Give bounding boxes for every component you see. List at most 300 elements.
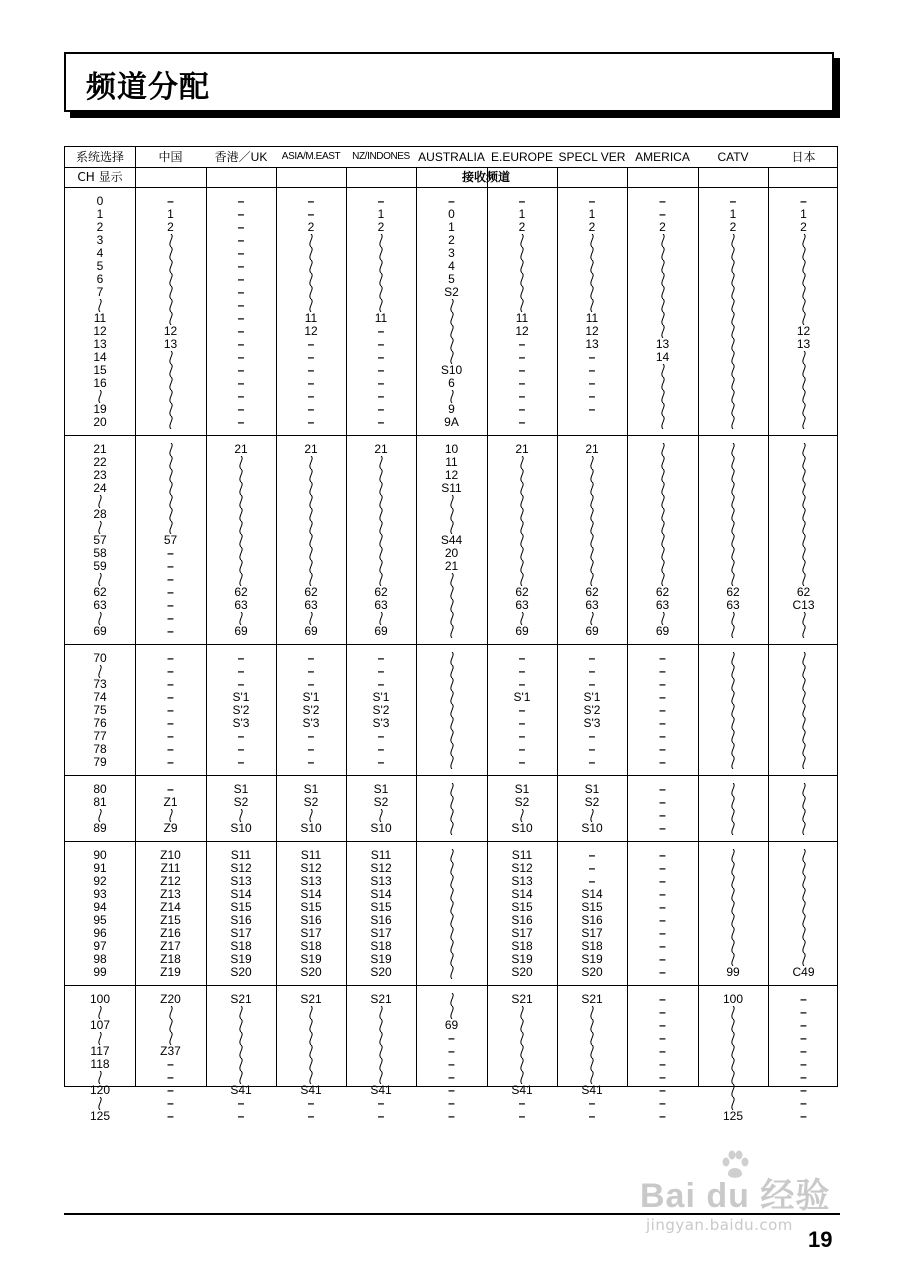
table-cell: 2 — [729, 220, 737, 234]
table-cell: 89 — [93, 821, 107, 835]
table-cell: – — [588, 755, 596, 769]
table-cell: – — [377, 729, 385, 743]
table-cell: – — [659, 952, 666, 966]
table-cell: S17 — [230, 926, 252, 940]
table-cell: – — [448, 1070, 455, 1084]
table-cell: – — [377, 651, 385, 665]
table-cell: 90 — [93, 848, 107, 862]
table-cell: S'2 — [302, 703, 320, 717]
table-cell: – — [448, 1044, 455, 1058]
table-cell: – — [659, 755, 666, 769]
column-divider — [416, 167, 417, 1086]
continuation-mark — [376, 234, 386, 247]
table-cell: – — [237, 729, 245, 743]
table-cell: 78 — [93, 742, 107, 756]
continuation-mark — [236, 560, 246, 573]
table-cell: Z14 — [160, 900, 181, 914]
table-cell: S44 — [440, 533, 463, 547]
continuation-mark — [658, 273, 668, 286]
continuation-mark — [799, 717, 809, 730]
table-cell: 58 — [93, 546, 107, 560]
continuation-mark — [728, 416, 738, 429]
table-cell: S18 — [230, 939, 252, 953]
continuation-mark — [799, 351, 809, 364]
continuation-mark — [799, 665, 809, 678]
table-cell: – — [307, 207, 315, 221]
continuation-mark — [447, 966, 457, 979]
continuation-mark — [799, 783, 809, 796]
continuation-mark — [306, 1045, 316, 1058]
table-cell: – — [659, 821, 666, 835]
table-cell: – — [237, 233, 245, 247]
table-cell: S'1 — [232, 690, 250, 704]
table-cell: – — [518, 651, 526, 665]
table-cell: S16 — [511, 913, 533, 927]
table-cell: S15 — [370, 900, 392, 914]
table-cell: S18 — [581, 939, 603, 953]
table-cell: 9 — [448, 402, 455, 416]
table-cell: – — [659, 194, 666, 208]
table-cell: S17 — [370, 926, 392, 940]
continuation-mark — [236, 1058, 246, 1071]
column-header: 香港／UK — [214, 150, 268, 164]
table-cell: – — [237, 259, 245, 273]
table-cell: S20 — [511, 965, 533, 979]
table-cell: S11 — [370, 848, 392, 862]
table-cell: Z13 — [160, 887, 181, 901]
continuation-mark — [658, 364, 668, 377]
table-cell: – — [167, 742, 174, 756]
table-cell: 1 — [588, 207, 596, 221]
table-cell: 6 — [96, 272, 104, 286]
continuation-mark — [658, 469, 668, 482]
continuation-mark — [376, 560, 386, 573]
table-cell: – — [659, 1031, 666, 1045]
table-cell: – — [167, 585, 174, 599]
continuation-mark — [517, 495, 527, 508]
table-cell: 7 — [96, 285, 104, 299]
continuation-mark — [728, 312, 738, 325]
table-cell: – — [518, 716, 526, 730]
continuation-mark — [799, 364, 809, 377]
table-cell: – — [307, 389, 315, 403]
continuation-mark — [728, 469, 738, 482]
table-cell: 62 — [304, 585, 318, 599]
table-cell: – — [659, 874, 666, 888]
continuation-mark — [799, 416, 809, 429]
continuation-mark — [306, 1058, 316, 1071]
table-cell: 5 — [448, 272, 455, 286]
table-cell: – — [237, 350, 245, 364]
table-cell: 79 — [93, 755, 107, 769]
table-cell: – — [167, 716, 174, 730]
watermark-brand: Bai du 经验 — [640, 1177, 831, 1215]
continuation-mark — [166, 482, 176, 495]
continuation-mark — [447, 849, 457, 862]
continuation-mark — [447, 678, 457, 691]
continuation-mark — [166, 390, 176, 403]
continuation-mark — [728, 743, 738, 756]
continuation-mark — [728, 443, 738, 456]
table-cell: 80 — [93, 782, 107, 796]
continuation-mark — [447, 756, 457, 769]
continuation-mark — [587, 1006, 597, 1019]
continuation-mark — [587, 273, 597, 286]
table-cell: Z12 — [160, 874, 181, 888]
table-cell: S1 — [303, 782, 319, 796]
table-cell: – — [518, 389, 526, 403]
continuation-mark — [799, 443, 809, 456]
continuation-mark — [658, 286, 668, 299]
column-divider — [135, 147, 136, 1086]
continuation-mark — [306, 521, 316, 534]
continuation-mark — [166, 234, 176, 247]
table-cell: S11 — [511, 848, 533, 862]
table-cell: 74 — [93, 690, 107, 704]
table-cell: – — [588, 742, 596, 756]
table-cell: 11 — [515, 311, 529, 325]
continuation-mark — [728, 364, 738, 377]
continuation-mark — [799, 927, 809, 940]
continuation-mark — [728, 888, 738, 901]
continuation-mark — [376, 260, 386, 273]
table-cell: – — [659, 926, 666, 940]
table-cell: – — [800, 1044, 807, 1058]
table-cell: S12 — [300, 861, 322, 875]
table-cell: Z10 — [160, 848, 181, 862]
continuation-mark — [447, 862, 457, 875]
table-cell: S19 — [370, 952, 392, 966]
continuation-mark — [447, 704, 457, 717]
table-cell: S17 — [511, 926, 533, 940]
table-cell: – — [588, 363, 596, 377]
continuation-mark — [728, 796, 738, 809]
table-cell: – — [588, 677, 596, 691]
continuation-mark — [236, 469, 246, 482]
continuation-mark — [728, 1058, 738, 1071]
table-cell: Z15 — [160, 913, 181, 927]
table-cell: S'3 — [232, 716, 250, 730]
continuation-mark — [447, 573, 457, 586]
table-cell: S16 — [370, 913, 392, 927]
continuation-mark — [728, 1019, 738, 1032]
table-cell: – — [800, 992, 807, 1006]
table-cell: – — [518, 703, 526, 717]
continuation-mark — [728, 325, 738, 338]
table-cell: – — [237, 1109, 245, 1123]
table-cell: S2 — [233, 795, 249, 809]
table-cell: S19 — [300, 952, 322, 966]
continuation-mark — [517, 482, 527, 495]
continuation-mark — [376, 1006, 386, 1019]
table-cell: 59 — [93, 559, 107, 573]
continuation-mark — [306, 456, 316, 469]
table-cell: – — [448, 1096, 455, 1110]
continuation-mark — [728, 273, 738, 286]
table-cell: 63 — [585, 598, 599, 612]
continuation-mark — [728, 390, 738, 403]
table-cell: S14 — [230, 887, 252, 901]
table-cell: – — [237, 207, 245, 221]
continuation-mark — [658, 377, 668, 390]
table-cell: S1 — [584, 782, 600, 796]
continuation-mark — [799, 704, 809, 717]
column-header: ASIA/M.EAST — [281, 151, 341, 162]
table-cell: – — [377, 324, 385, 338]
continuation-mark — [799, 862, 809, 875]
continuation-mark — [728, 914, 738, 927]
table-cell: 73 — [93, 677, 107, 691]
table-cell: – — [237, 415, 245, 429]
table-cell: – — [307, 677, 315, 691]
table-cell: – — [237, 755, 245, 769]
continuation-mark — [447, 993, 457, 1006]
table-cell: 23 — [93, 468, 107, 482]
table-cell: – — [659, 782, 666, 796]
table-cell: – — [588, 651, 596, 665]
table-cell: 2 — [377, 220, 385, 234]
continuation-mark — [799, 547, 809, 560]
continuation-mark — [236, 482, 246, 495]
table-cell: – — [448, 194, 455, 208]
continuation-mark — [517, 286, 527, 299]
table-cell: – — [800, 194, 807, 208]
table-cell: 28 — [93, 507, 107, 521]
table-cell: 81 — [93, 795, 107, 809]
continuation-mark — [447, 599, 457, 612]
table-cell: 100 — [722, 992, 744, 1006]
table-cell: 91 — [93, 861, 107, 875]
continuation-mark — [799, 247, 809, 260]
continuation-mark — [376, 286, 386, 299]
table-cell: 21 — [515, 442, 529, 456]
table-cell: – — [800, 1018, 807, 1032]
table-cell: – — [377, 742, 385, 756]
table-cell: – — [588, 194, 596, 208]
continuation-mark — [447, 508, 457, 521]
table-cell: 120 — [89, 1083, 111, 1097]
table-cell: S41 — [511, 1083, 533, 1097]
continuation-mark — [799, 914, 809, 927]
continuation-mark — [728, 560, 738, 573]
column-header: CATV — [717, 150, 749, 164]
table-cell: 11 — [304, 311, 318, 325]
table-cell: S19 — [581, 952, 603, 966]
continuation-mark — [799, 809, 809, 822]
table-cell: – — [659, 716, 666, 730]
table-cell: S15 — [230, 900, 252, 914]
continuation-mark — [799, 495, 809, 508]
table-cell: 125 — [722, 1109, 744, 1123]
table-cell: S18 — [511, 939, 533, 953]
continuation-mark — [166, 286, 176, 299]
table-cell: S'3 — [302, 716, 320, 730]
continuation-mark — [517, 469, 527, 482]
table-cell: – — [237, 677, 245, 691]
table-cell: 62 — [374, 585, 388, 599]
column-divider — [557, 167, 558, 1086]
table-cell: 2 — [659, 220, 666, 234]
table-cell: S'1 — [302, 690, 320, 704]
continuation-mark — [658, 482, 668, 495]
header-row-system — [65, 147, 837, 168]
continuation-mark — [447, 652, 457, 665]
table-cell: 63 — [726, 598, 740, 612]
table-cell: 99 — [726, 965, 740, 979]
continuation-mark — [306, 508, 316, 521]
continuation-mark — [447, 717, 457, 730]
table-cell: 2 — [96, 220, 104, 234]
table-cell: – — [659, 1109, 666, 1123]
table-cell: – — [659, 992, 666, 1006]
table-cell: S14 — [300, 887, 322, 901]
table-cell: 69 — [93, 624, 107, 638]
continuation-mark — [658, 390, 668, 403]
continuation-mark — [376, 273, 386, 286]
table-cell: – — [307, 1096, 315, 1110]
table-cell: 13 — [585, 337, 599, 351]
table-cell: 62 — [655, 585, 670, 599]
table-cell: – — [659, 1057, 666, 1071]
continuation-mark — [306, 495, 316, 508]
continuation-mark — [517, 1019, 527, 1032]
table-cell: 57 — [163, 533, 178, 547]
continuation-mark — [166, 299, 176, 312]
table-cell: – — [377, 389, 385, 403]
table-cell: – — [800, 1005, 807, 1019]
table-cell: – — [659, 1005, 666, 1019]
table-cell: 3 — [96, 233, 104, 247]
table-cell: – — [588, 848, 596, 862]
continuation-mark — [799, 888, 809, 901]
table-cell: 2 — [448, 233, 455, 247]
table-cell: – — [448, 1031, 455, 1045]
table-cell: – — [237, 298, 245, 312]
table-cell: S21 — [581, 992, 603, 1006]
continuation-mark — [306, 482, 316, 495]
continuation-mark — [517, 1006, 527, 1019]
continuation-mark — [799, 377, 809, 390]
continuation-mark — [728, 482, 738, 495]
table-cell: – — [307, 363, 315, 377]
table-cell: – — [377, 677, 385, 691]
continuation-mark — [306, 247, 316, 260]
table-cell: C49 — [792, 965, 815, 979]
table-cell: S41 — [581, 1083, 603, 1097]
table-cell: 107 — [89, 1018, 111, 1032]
table-cell: 118 — [90, 1057, 110, 1071]
continuation-mark — [306, 560, 316, 573]
table-cell: S'2 — [232, 703, 250, 717]
continuation-mark — [517, 456, 527, 469]
table-cell: 62 — [796, 585, 811, 599]
continuation-mark — [517, 247, 527, 260]
table-cell: 117 — [90, 1044, 110, 1058]
continuation-mark — [166, 469, 176, 482]
table-cell: 62 — [726, 585, 740, 599]
continuation-mark — [236, 547, 246, 560]
table-cell: – — [167, 1096, 174, 1110]
table-cell: 95 — [93, 913, 107, 927]
table-cell: – — [167, 677, 174, 691]
table-cell: S1 — [373, 782, 389, 796]
table-cell: – — [659, 848, 666, 862]
continuation-mark — [517, 273, 527, 286]
table-cell: 14 — [93, 350, 107, 364]
continuation-mark — [376, 1058, 386, 1071]
continuation-mark — [728, 862, 738, 875]
table-cell: – — [448, 1083, 455, 1097]
table-cell: Z18 — [160, 952, 181, 966]
table-cell: – — [518, 1096, 526, 1110]
table-cell: – — [729, 194, 737, 208]
table-cell: 24 — [93, 481, 107, 495]
continuation-mark — [306, 1032, 316, 1045]
table-cell: S10 — [511, 821, 533, 835]
receive-channel-label: 接收频道 — [461, 170, 510, 184]
table-cell: – — [588, 402, 596, 416]
continuation-mark — [447, 338, 457, 351]
continuation-mark — [166, 443, 176, 456]
table-cell: 1 — [96, 207, 104, 221]
table-cell: – — [307, 415, 315, 429]
table-cell: – — [377, 363, 385, 377]
continuation-mark — [587, 1032, 597, 1045]
table-cell: S18 — [370, 939, 392, 953]
table-cell: S'3 — [372, 716, 390, 730]
table-cell: – — [588, 350, 596, 364]
continuation-mark — [517, 1058, 527, 1071]
table-cell: S2 — [373, 795, 389, 809]
table-cell: 12 — [585, 324, 599, 338]
table-cell: S41 — [230, 1083, 252, 1097]
table-cell: Z1 — [163, 795, 178, 809]
continuation-mark — [517, 260, 527, 273]
continuation-mark — [728, 247, 738, 260]
continuation-mark — [728, 1071, 738, 1084]
table-cell: 70 — [93, 651, 107, 665]
column-header: NZ/INDONES — [352, 151, 410, 162]
table-cell: S15 — [300, 900, 322, 914]
table-cell: – — [448, 1109, 455, 1123]
table-cell: – — [237, 337, 245, 351]
continuation-mark — [236, 456, 246, 469]
table-cell: 9A — [444, 415, 459, 429]
table-cell: – — [448, 1057, 455, 1071]
table-cell: 63 — [304, 598, 318, 612]
continuation-mark — [587, 1019, 597, 1032]
table-cell: 62 — [234, 585, 248, 599]
table-cell: – — [307, 1109, 315, 1123]
table-cell: 3 — [448, 246, 455, 260]
table-cell: 57 — [93, 533, 107, 547]
table-cell: S13 — [300, 874, 322, 888]
table-cell: S20 — [370, 965, 392, 979]
table-cell: S14 — [511, 887, 533, 901]
table-cell: – — [800, 1109, 807, 1123]
table-cell: S10 — [440, 363, 463, 377]
continuation-mark — [799, 482, 809, 495]
table-cell: S16 — [581, 913, 603, 927]
table-cell: 69 — [515, 624, 529, 638]
table-cell: 98 — [93, 952, 107, 966]
table-cell: S21 — [230, 992, 252, 1006]
table-cell: – — [167, 572, 174, 586]
table-cell: – — [518, 677, 526, 691]
table-cell: S12 — [511, 861, 533, 875]
table-cell: 63 — [234, 598, 248, 612]
table-cell: 13 — [655, 337, 670, 351]
